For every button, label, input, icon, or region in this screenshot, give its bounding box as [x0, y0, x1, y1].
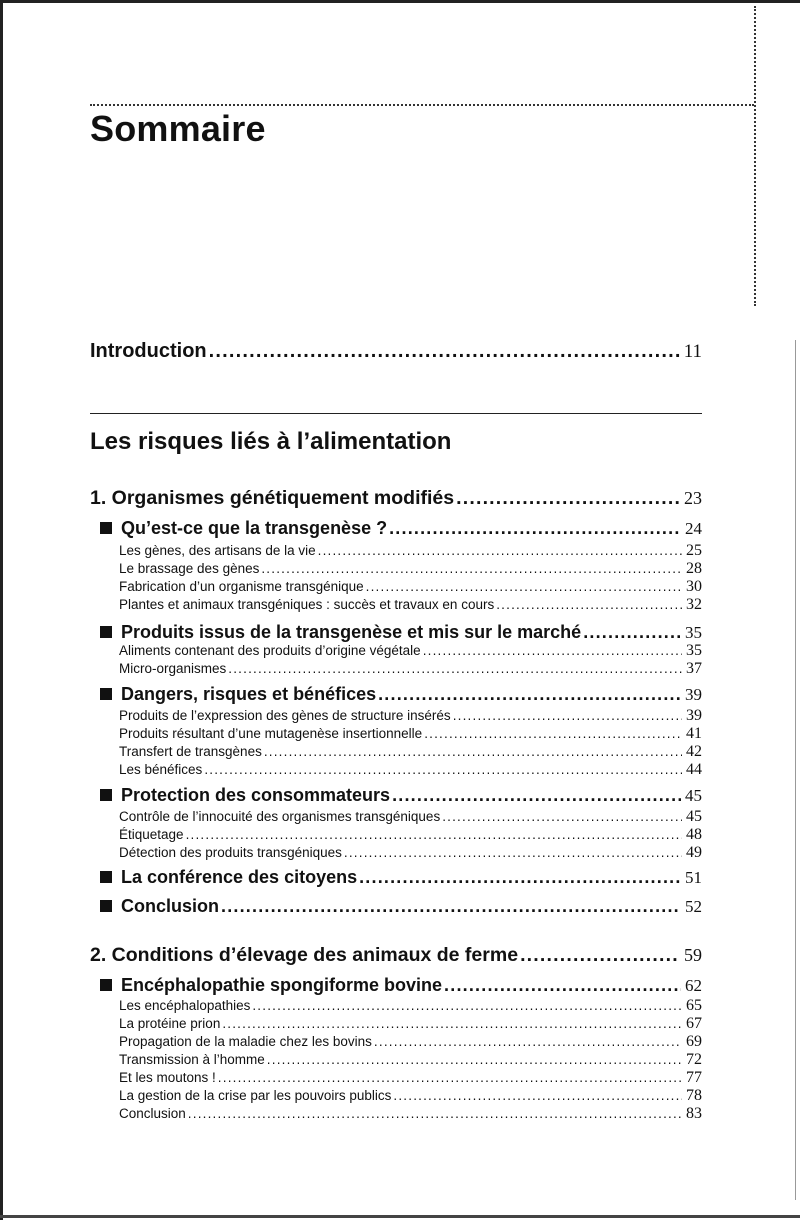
toc-label: Et les moutons !: [119, 1070, 216, 1085]
toc-label: Fabrication d’un organisme transgénique: [119, 579, 364, 594]
toc-subsection[interactable]: [100, 867, 702, 888]
toc-item[interactable]: [119, 578, 702, 596]
toc-label: Produits issus de la transgenèse et mis sur le marché: [121, 622, 582, 642]
toc-item[interactable]: [119, 1015, 702, 1033]
toc-page-number: 65: [686, 997, 702, 1014]
toc-entry-introduction[interactable]: [90, 340, 702, 363]
toc-label: 2. Conditions d’élevage des animaux de ferme: [90, 944, 519, 966]
toc-item[interactable]: [119, 707, 702, 725]
toc-page-number: 41: [686, 725, 702, 742]
toc-label: 1. Organismes génétiquement modifiés: [90, 487, 455, 509]
toc-page-number: 35: [686, 642, 702, 659]
toc-label: Les encéphalopathies: [119, 998, 251, 1013]
dot-leader: [344, 845, 682, 860]
page-border-left: [0, 0, 3, 1220]
toc-label: Aliments contenant des produits d’origine végétale: [119, 643, 421, 658]
toc-page-number: 42: [686, 743, 702, 760]
toc-label: Contrôle de l’innocuité des organismes transgéniques: [119, 809, 441, 824]
square-bullet-icon: [100, 871, 112, 883]
toc-page-number: 32: [686, 596, 702, 613]
dot-leader: [366, 579, 682, 594]
dot-leader: [393, 1088, 682, 1103]
toc-chapter-1[interactable]: [90, 487, 702, 510]
toc-item[interactable]: [119, 560, 702, 578]
toc-label: Conclusion: [119, 1106, 186, 1121]
dot-leader: [453, 708, 682, 723]
dot-leader: [424, 726, 682, 741]
dot-leader: [261, 561, 682, 576]
toc-page-number: 24: [685, 519, 702, 538]
toc-page-number: 39: [686, 707, 702, 724]
dot-leader: [228, 661, 682, 676]
page-title: Sommaire: [90, 108, 266, 149]
toc-label: Protection des consommateurs: [121, 785, 391, 805]
dot-leader: [252, 998, 682, 1013]
toc-page-number: 35: [685, 623, 702, 642]
toc-label: Étiquetage: [119, 827, 184, 842]
toc-label: Le brassage des gènes: [119, 561, 260, 576]
page-border-top: [0, 0, 800, 3]
toc-label: Propagation de la maladie chez les bovins: [119, 1034, 372, 1049]
dot-leader: [359, 867, 681, 888]
square-bullet-icon: [100, 626, 112, 638]
toc-subsection[interactable]: [100, 785, 702, 806]
square-bullet-icon: [100, 979, 112, 991]
toc-page-number: 45: [685, 786, 702, 805]
toc-item[interactable]: [119, 1069, 702, 1087]
toc-page-number: 77: [686, 1069, 702, 1086]
toc-page-number: 37: [686, 660, 702, 677]
toc-page-number: 52: [685, 897, 702, 916]
toc-label: Plantes et animaux transgéniques : succès et travaux en cours: [119, 597, 495, 612]
toc-label: Qu’est-ce que la transgenèse ?: [121, 518, 388, 538]
dot-leader: [318, 543, 682, 558]
dot-leader: [456, 487, 680, 510]
dot-leader: [583, 622, 681, 643]
section-title: Les risques liés à l’alimentation: [90, 428, 452, 455]
toc-label: Introduction: [90, 340, 207, 362]
dot-leader: [444, 975, 681, 996]
dot-leader: [209, 340, 680, 363]
toc-page-number: 67: [686, 1015, 702, 1032]
toc-subsection[interactable]: [100, 622, 702, 643]
dot-leader: [222, 1016, 682, 1031]
dot-leader: [264, 744, 682, 759]
toc-page-number: 39: [685, 685, 702, 704]
dot-leader: [392, 785, 681, 806]
toc-page-number: 11: [683, 341, 702, 362]
toc-subsection[interactable]: [100, 684, 702, 705]
toc-label: Dangers, risques et bénéfices: [121, 684, 377, 704]
toc-label: Détection des produits transgéniques: [119, 845, 342, 860]
toc-page-number: 23: [684, 488, 702, 508]
toc-item[interactable]: [119, 761, 702, 779]
toc-label: Produits résultant d’une mutagenèse insertionnelle: [119, 726, 423, 741]
toc-item[interactable]: [119, 826, 702, 844]
toc-item[interactable]: [119, 596, 702, 614]
dot-leader: [221, 896, 681, 917]
toc-subsection[interactable]: [100, 896, 702, 917]
toc-label: Micro-organismes: [119, 661, 227, 676]
dot-leader: [520, 944, 680, 967]
toc-page-number: 83: [686, 1105, 702, 1122]
right-margin-rule: [795, 340, 796, 1200]
toc-chapter-2[interactable]: [90, 944, 702, 967]
dot-leader: [218, 1070, 682, 1085]
dot-leader: [389, 518, 681, 539]
title-dotted-rule: [90, 104, 754, 106]
toc-label: La conférence des citoyens: [121, 867, 358, 887]
toc-page-number: 48: [686, 826, 702, 843]
toc-item[interactable]: [119, 1033, 702, 1051]
toc-page-number: 49: [686, 844, 702, 861]
toc-subsection[interactable]: [100, 975, 702, 996]
square-bullet-icon: [100, 900, 112, 912]
toc-label: Encéphalopathie spongiforme bovine: [121, 975, 443, 995]
toc-page-number: 78: [686, 1087, 702, 1104]
dot-leader: [496, 597, 682, 612]
toc-page-number: 51: [685, 868, 702, 887]
page-border-bottom: [0, 1215, 800, 1218]
square-bullet-icon: [100, 789, 112, 801]
toc-page-number: 30: [686, 578, 702, 595]
toc-label: Conclusion: [121, 896, 219, 916]
toc-item[interactable]: [119, 542, 702, 560]
toc-item[interactable]: [119, 808, 702, 826]
dot-leader: [204, 762, 682, 777]
toc-page-number: 72: [686, 1051, 702, 1068]
toc-label: La gestion de la crise par les pouvoirs publics: [119, 1088, 392, 1103]
toc-item[interactable]: [119, 642, 702, 660]
toc-label: Les gènes, des artisans de la vie: [119, 543, 316, 558]
toc-item[interactable]: [119, 725, 702, 743]
dot-leader: [374, 1034, 682, 1049]
dot-leader: [378, 684, 681, 705]
toc-page-number: 45: [686, 808, 702, 825]
section-divider: [90, 413, 702, 414]
toc-label: Les bénéfices: [119, 762, 203, 777]
toc-page-number: 25: [686, 542, 702, 559]
dot-leader: [186, 827, 682, 842]
toc-label: Transmission à l’homme: [119, 1052, 265, 1067]
toc-item[interactable]: [119, 743, 702, 761]
toc-label: La protéine prion: [119, 1016, 221, 1031]
toc-subsection[interactable]: [100, 518, 702, 539]
dot-leader: [267, 1052, 682, 1067]
toc-item[interactable]: [119, 844, 702, 862]
dot-leader: [442, 809, 682, 824]
toc-page-number: 59: [684, 945, 702, 965]
toc-page-number: 69: [686, 1033, 702, 1050]
dotted-margin-line: [754, 6, 756, 306]
toc-item[interactable]: [119, 1051, 702, 1069]
dot-leader: [188, 1106, 682, 1121]
toc-label: Transfert de transgènes: [119, 744, 262, 759]
toc-item[interactable]: [119, 1087, 702, 1105]
square-bullet-icon: [100, 522, 112, 534]
toc-item[interactable]: [119, 660, 702, 678]
square-bullet-icon: [100, 688, 112, 700]
toc-item[interactable]: [119, 1105, 702, 1123]
toc-page-number: 44: [686, 761, 702, 778]
dot-leader: [423, 643, 682, 658]
toc-page-number: 62: [685, 976, 702, 995]
toc-label: Produits de l’expression des gènes de structure insérés: [119, 708, 451, 723]
toc-page-number: 28: [686, 560, 702, 577]
toc-item[interactable]: [119, 997, 702, 1015]
